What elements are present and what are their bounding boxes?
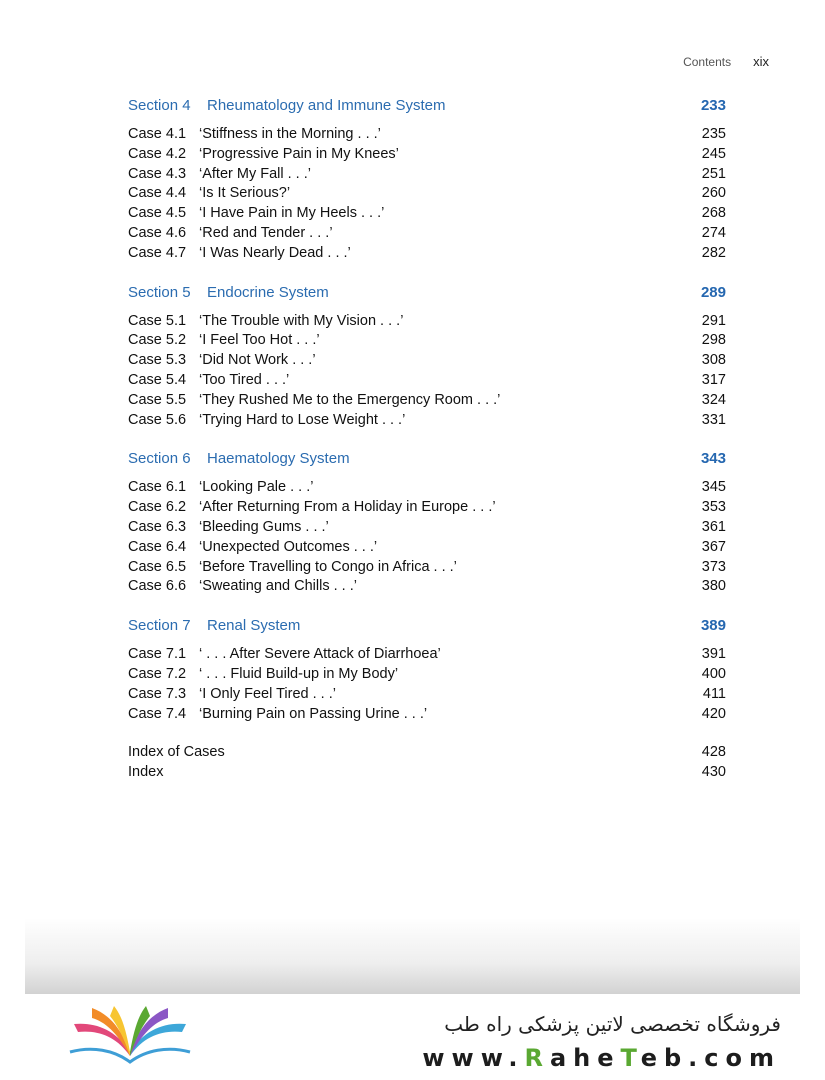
toc-entry[interactable] (128, 558, 726, 578)
watermark-footer (0, 994, 825, 1080)
end-matter-entry[interactable] (128, 763, 726, 783)
toc-entry-left (128, 498, 496, 518)
open-book-logo-icon (66, 1002, 194, 1066)
toc-entry[interactable] (128, 577, 726, 597)
case-page: 251 (701, 165, 726, 182)
section-page: 233 (700, 97, 726, 114)
case-number: Case 4.5 (128, 205, 187, 222)
toc-entry[interactable] (128, 165, 726, 185)
section-page: 343 (700, 450, 726, 468)
end-matter-page: 430 (701, 764, 726, 781)
case-page: 361 (701, 518, 726, 535)
case-number: Case 6.1 (128, 479, 187, 496)
url-mid: ahe (549, 1044, 621, 1072)
url-accent-t: T (620, 1044, 641, 1072)
case-number: Case 5.3 (128, 352, 187, 369)
case-title: ‘Is It Serious?’ (199, 185, 291, 202)
toc-entry-left (128, 312, 403, 332)
case-page: 411 (702, 685, 726, 702)
toc-entry-left (128, 125, 381, 145)
running-head (683, 54, 769, 69)
case-title: ‘Unexpected Outcomes . . .’ (199, 538, 378, 555)
toc-entry-left (128, 577, 357, 597)
case-page: 367 (701, 538, 726, 555)
toc-entry[interactable] (128, 184, 726, 204)
section-heading[interactable] (128, 616, 726, 636)
toc-entry[interactable] (128, 685, 726, 705)
case-title: ‘Stiffness in the Morning . . .’ (199, 126, 381, 142)
toc-entry-left (128, 645, 441, 665)
toc-entry[interactable] (128, 244, 726, 264)
end-matter-entry[interactable] (128, 743, 726, 763)
case-title: ‘ . . . After Severe Attack of Diarrhoea’ (199, 646, 441, 663)
case-title: ‘Too Tired . . .’ (199, 371, 290, 388)
case-number: Case 4.6 (128, 224, 187, 241)
spacer (128, 116, 726, 125)
case-number: Case 5.6 (128, 411, 187, 428)
toc-entry[interactable] (128, 518, 726, 538)
case-number: Case 7.3 (128, 685, 187, 702)
toc-entry[interactable] (128, 224, 726, 244)
section-heading[interactable] (128, 96, 726, 116)
case-page: 373 (701, 558, 726, 575)
toc-entry-left (128, 224, 333, 244)
case-page: 317 (701, 371, 726, 388)
running-title: Contents (683, 55, 732, 69)
case-page: 345 (701, 479, 726, 496)
case-number: Case 4.7 (128, 244, 187, 261)
toc-entry[interactable] (128, 351, 726, 371)
case-page: 391 (701, 646, 726, 663)
case-page: 380 (701, 578, 726, 595)
section-number: Section 7 (128, 617, 191, 635)
section-number: Section 5 (128, 283, 191, 301)
end-matter-page: 428 (701, 744, 726, 761)
spacer (128, 469, 726, 478)
toc-entry-left (128, 478, 313, 498)
case-number: Case 4.1 (128, 126, 187, 142)
case-title: ‘Bleeding Gums . . .’ (199, 518, 329, 535)
url-accent-r: R (524, 1044, 550, 1072)
case-page: 298 (701, 332, 726, 349)
toc-entry-left (128, 184, 290, 204)
case-title: ‘I Feel Too Hot . . .’ (199, 332, 320, 349)
case-page: 308 (701, 352, 726, 369)
toc-entry-left (128, 518, 329, 538)
section-page: 389 (700, 617, 726, 635)
toc-entry-left (128, 665, 398, 685)
toc-entry[interactable] (128, 391, 726, 411)
case-number: Case 6.5 (128, 558, 187, 575)
toc-entry-left (128, 371, 289, 391)
case-number: Case 4.2 (128, 145, 187, 162)
case-title: ‘ . . . Fluid Build-up in My Body’ (199, 665, 399, 682)
case-page: 324 (701, 391, 726, 408)
case-page: 260 (701, 185, 726, 202)
url-prefix: www. (422, 1044, 525, 1072)
section-title: Endocrine System (207, 283, 329, 301)
case-page: 291 (701, 312, 726, 329)
toc-entry[interactable] (128, 204, 726, 224)
section-number: Section 4 (128, 97, 191, 114)
spacer (128, 636, 726, 645)
spacer (128, 264, 726, 283)
toc-entry-left (128, 391, 500, 411)
toc-entry-left (128, 558, 457, 578)
toc-entry-left (128, 244, 351, 264)
case-number: Case 6.2 (128, 499, 187, 516)
case-page: 235 (701, 126, 726, 142)
case-title: ‘After My Fall . . .’ (199, 165, 311, 182)
section-heading-left (128, 616, 300, 636)
case-title: ‘I Have Pain in My Heels . . .’ (199, 205, 385, 222)
case-number: Case 7.4 (128, 705, 187, 722)
section-heading-left (128, 283, 329, 303)
toc-entry-left (128, 538, 377, 558)
spacer (128, 597, 726, 616)
toc-entry[interactable] (128, 371, 726, 391)
toc-entry-left (128, 204, 384, 224)
case-title: ‘Looking Pale . . .’ (199, 479, 314, 496)
section-title: Rheumatology and Immune System (207, 97, 446, 114)
table-of-contents (128, 96, 726, 783)
case-page: 400 (701, 665, 726, 682)
section-title: Renal System (207, 617, 301, 635)
section-heading-left (128, 96, 445, 116)
case-page: 353 (701, 499, 726, 516)
page-bottom-shadow (25, 918, 800, 994)
toc-entry[interactable] (128, 705, 726, 725)
toc-entry-left (128, 411, 405, 431)
case-title: ‘Trying Hard to Lose Weight . . .’ (199, 411, 406, 428)
page-number: xix (753, 54, 769, 69)
store-name: فروشگاه تخصصی لاتین پزشکی راه طب (444, 1012, 781, 1036)
case-title: ‘Did Not Work . . .’ (199, 352, 316, 369)
case-page: 274 (701, 224, 726, 241)
toc-entry[interactable] (128, 125, 726, 145)
case-title: ‘Burning Pain on Passing Urine . . .’ (199, 705, 428, 722)
toc-entry-left (128, 351, 316, 371)
toc-entry-left (128, 705, 427, 725)
toc-entry-left (128, 165, 311, 185)
store-url (422, 1044, 781, 1072)
section-number: Section 6 (128, 450, 191, 468)
case-page: 331 (701, 411, 726, 428)
end-matter-title: Index of Cases (128, 744, 225, 761)
case-page: 420 (701, 705, 726, 722)
case-number: Case 4.4 (128, 185, 187, 202)
case-number: Case 6.4 (128, 538, 187, 555)
case-number: Case 4.3 (128, 165, 187, 182)
case-title: ‘I Only Feel Tired . . .’ (199, 685, 336, 702)
case-number: Case 5.4 (128, 371, 187, 388)
case-page: 245 (701, 145, 726, 162)
toc-entry[interactable] (128, 312, 726, 332)
toc-entry-left (128, 331, 320, 351)
toc-entry-left (128, 145, 399, 165)
url-suffix: eb.com (640, 1044, 781, 1072)
case-page: 268 (701, 205, 726, 222)
case-title: ‘Before Travelling to Congo in Africa . . .’ (199, 558, 457, 575)
case-number: Case 5.1 (128, 312, 187, 329)
toc-entry[interactable] (128, 145, 726, 165)
toc-entry[interactable] (128, 665, 726, 685)
case-number: Case 5.5 (128, 391, 187, 408)
section-heading[interactable] (128, 283, 726, 303)
case-number: Case 7.1 (128, 646, 187, 663)
case-title: ‘Red and Tender . . .’ (199, 224, 333, 241)
case-number: Case 6.6 (128, 578, 187, 595)
section-title: Haematology System (207, 450, 350, 468)
toc-entry[interactable] (128, 331, 726, 351)
case-number: Case 5.2 (128, 332, 187, 349)
toc-entry[interactable] (128, 645, 726, 665)
toc-entry[interactable] (128, 498, 726, 518)
spacer (128, 430, 726, 449)
case-title: ‘Progressive Pain in My Knees’ (199, 145, 399, 162)
toc-entry-left (128, 685, 336, 705)
case-title: ‘I Was Nearly Dead . . .’ (199, 244, 351, 261)
toc-entry[interactable] (128, 411, 726, 431)
spacer (128, 303, 726, 312)
end-matter-title: Index (128, 764, 164, 781)
case-page: 282 (701, 244, 726, 261)
toc-entry[interactable] (128, 538, 726, 558)
case-number: Case 7.2 (128, 665, 187, 682)
section-heading[interactable] (128, 449, 726, 469)
case-number: Case 6.3 (128, 518, 187, 535)
section-heading-left (128, 449, 350, 469)
toc-entry[interactable] (128, 478, 726, 498)
case-title: ‘Sweating and Chills . . .’ (199, 578, 357, 595)
section-page: 289 (700, 283, 726, 301)
spacer (128, 724, 726, 743)
case-title: ‘The Trouble with My Vision . . .’ (199, 312, 404, 329)
case-title: ‘They Rushed Me to the Emergency Room . . .’ (199, 391, 501, 408)
case-title: ‘After Returning From a Holiday in Europe . . .’ (199, 499, 496, 516)
